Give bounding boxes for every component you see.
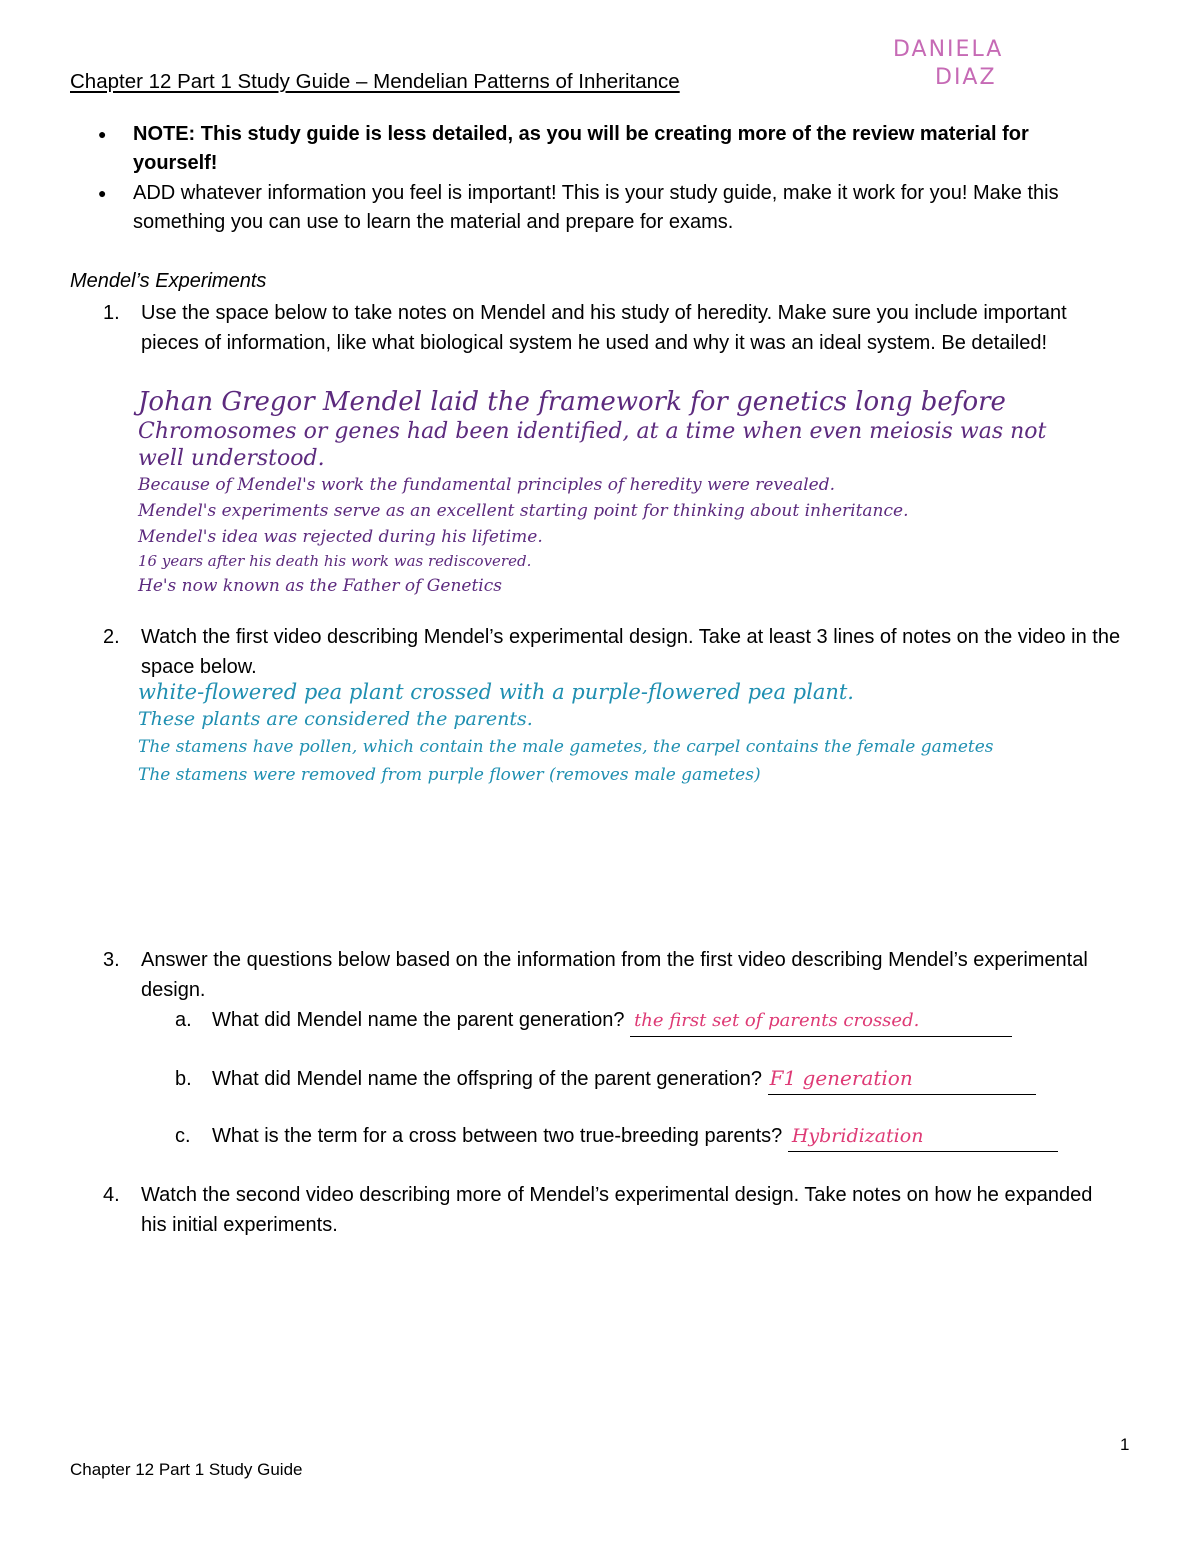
question-number: 2. — [103, 626, 120, 648]
subquestion-a — [175, 1005, 1012, 1037]
subquestion-c — [175, 1121, 1058, 1152]
note-line: These plants are considered the parents. — [138, 708, 533, 730]
answer-text: Hybridization — [791, 1125, 924, 1147]
question-text: Watch the first video describing Mendel’s experimental design. Take at least 3 lines of notes on the video in the space below. — [141, 626, 1121, 678]
subquestion-b — [175, 1063, 1036, 1095]
note-line: The stamens were removed from purple flower (removes male gametes) — [138, 765, 761, 785]
name-first: DANIELA — [893, 37, 1004, 62]
notes-q1 — [138, 386, 1178, 600]
notes-q2 — [138, 678, 1178, 789]
question-number: 1. — [103, 302, 120, 324]
bullet-add — [98, 179, 1118, 237]
instruction-list — [98, 120, 1118, 238]
bullet-icon: ● — [98, 126, 107, 142]
note-line: 16 years after his death his work was rediscovered. — [138, 552, 532, 570]
question-3 — [103, 945, 1123, 1005]
page-title: Chapter 12 Part 1 Study Guide – Mendelian Patterns of Inheritance — [70, 70, 680, 93]
note-line: Chromosomes or genes had been identified, at a time when even meiosis was not — [138, 419, 1047, 444]
answer-field — [630, 1005, 1012, 1037]
subquestion-text: What did Mendel name the offspring of the parent generation? — [212, 1068, 762, 1090]
question-1 — [103, 298, 1123, 358]
subquestion-text: What is the term for a cross between two true-breeding parents? — [212, 1125, 783, 1147]
bullet-icon: ● — [98, 185, 107, 201]
question-number: 3. — [103, 949, 120, 971]
answer-text: the first set of parents crossed. — [634, 1010, 920, 1031]
question-4 — [103, 1180, 1123, 1240]
question-text: Use the space below to take notes on Mendel and his study of heredity. Make sure you include important pieces of information, like what biological system he used and why it was an ideal system. Be detailed! — [141, 302, 1067, 354]
subquestion-letter: c. — [175, 1125, 191, 1147]
note-line: Johan Gregor Mendel laid the framework for genetics long before — [138, 387, 1006, 417]
note-line: Because of Mendel's work the fundamental principles of heredity were revealed. — [138, 475, 835, 495]
answer-field — [768, 1063, 1036, 1095]
bullet-text: ADD whatever information you feel is important! This is your study guide, make it work for you! Make this something you can use to learn the material and prepare for exams. — [133, 182, 1059, 233]
section-title: Mendel’s Experiments — [70, 270, 267, 292]
note-line: The stamens have pollen, which contain the male gametes, the carpel contains the female gametes — [138, 737, 994, 757]
page-number: 1 — [1120, 1435, 1130, 1454]
question-text: Watch the second video describing more of Mendel’s experimental design. Take notes on how he expanded his initial experiments. — [141, 1184, 1093, 1236]
question-number: 4. — [103, 1184, 120, 1206]
subquestion-letter: b. — [175, 1068, 192, 1090]
handwritten-name — [893, 36, 1043, 92]
note-line: He's now known as the Father of Genetics — [138, 576, 502, 596]
answer-text: F1 generation — [769, 1066, 913, 1090]
subquestion-text: What did Mendel name the parent generation? — [212, 1009, 625, 1031]
bullet-text: NOTE: This study guide is less detailed, as you will be creating more of the review material for yourself! — [133, 123, 1029, 174]
note-line: well understood. — [138, 446, 325, 471]
question-2 — [103, 622, 1123, 682]
subquestion-letter: a. — [175, 1009, 192, 1031]
answer-field — [788, 1121, 1058, 1152]
note-line: Mendel's idea was rejected during his lifetime. — [138, 527, 543, 547]
name-last: DIAZ — [935, 65, 997, 90]
note-line: white-flowered pea plant crossed with a purple-flowered pea plant. — [138, 680, 854, 704]
bullet-note — [98, 120, 1118, 178]
note-line: Mendel's experiments serve as an excellent starting point for thinking about inheritance. — [138, 501, 909, 521]
question-text: Answer the questions below based on the information from the first video describing Mendel’s experimental design. — [141, 949, 1088, 1001]
page-footer: Chapter 12 Part 1 Study Guide — [70, 1460, 303, 1479]
